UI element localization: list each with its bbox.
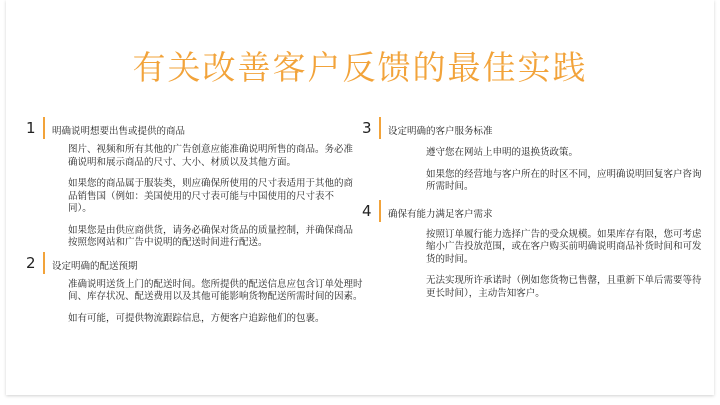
section-2 xyxy=(26,255,364,326)
section-title: 确保有能力满足客户需求 xyxy=(388,208,493,220)
paragraph: 准确说明送货上门的配送时间。您所提供的配送信息应包含订单处理时间、库存状况、配送费用以及其他可能影响货物配送所需时间的因素。 xyxy=(68,278,363,302)
section-number: 4 xyxy=(362,201,372,220)
accent-bar xyxy=(43,252,45,274)
paragraph: 图片、视频和所有其他的广告创意应能准确说明所售的商品。务必准确说明和展示商品的尺寸、大小、材质以及其他方面。 xyxy=(68,144,354,168)
section-header xyxy=(26,120,364,136)
left-column xyxy=(26,120,364,334)
paragraph: 无法实现所许承诺时（例如您货物已售罄，且重新下单后需要等待更长时间），主动告知客户。 xyxy=(426,275,702,299)
accent-bar xyxy=(379,200,381,222)
section-header xyxy=(362,120,707,136)
paragraph: 如有可能，可提供物流跟踪信息，方便客户追踪他们的包裹。 xyxy=(68,312,325,324)
paragraph: 如果您是由供应商供货，请务必确保对货品的质量控制，并确保商品按照您网站和广告中说明的配送时间进行配送。 xyxy=(68,224,354,248)
section-1 xyxy=(26,120,364,250)
section-4 xyxy=(362,203,707,301)
section-number: 1 xyxy=(26,119,36,137)
accent-bar xyxy=(379,117,381,139)
slide-title: 有关改善客户反馈的最佳实践 xyxy=(132,48,588,87)
paragraph: 遵守您在网站上申明的退换货政策。 xyxy=(426,147,579,158)
paragraph: 按照订单履行能力选择广告的受众规模。如果库存有限，您可考虑缩小广告投放范围，或在客户购买前明确说明商品补货时间和可发货的时间。 xyxy=(426,228,702,265)
slide xyxy=(6,0,714,395)
section-title: 设定明确的配送预期 xyxy=(52,260,138,272)
section-title: 明确说明想要出售或提供的商品 xyxy=(52,126,186,137)
section-3 xyxy=(362,120,707,194)
paragraph: 如果您的商品属于服装类，则应确保所使用的尺寸表适用于其他的商品销售国（例如：美国使用的尺寸表可能与中国使用的尺寸表不同）。 xyxy=(68,178,354,214)
section-header xyxy=(362,203,707,219)
right-column xyxy=(362,120,707,309)
section-title: 设定明确的客户服务标准 xyxy=(388,126,493,137)
section-header xyxy=(26,255,364,271)
accent-bar xyxy=(43,117,45,139)
section-number: 2 xyxy=(26,253,36,272)
paragraph: 如果您的经营地与客户所在的时区不同，应明确说明回复客户咨询所需时间。 xyxy=(426,168,702,192)
section-number: 3 xyxy=(362,119,372,137)
